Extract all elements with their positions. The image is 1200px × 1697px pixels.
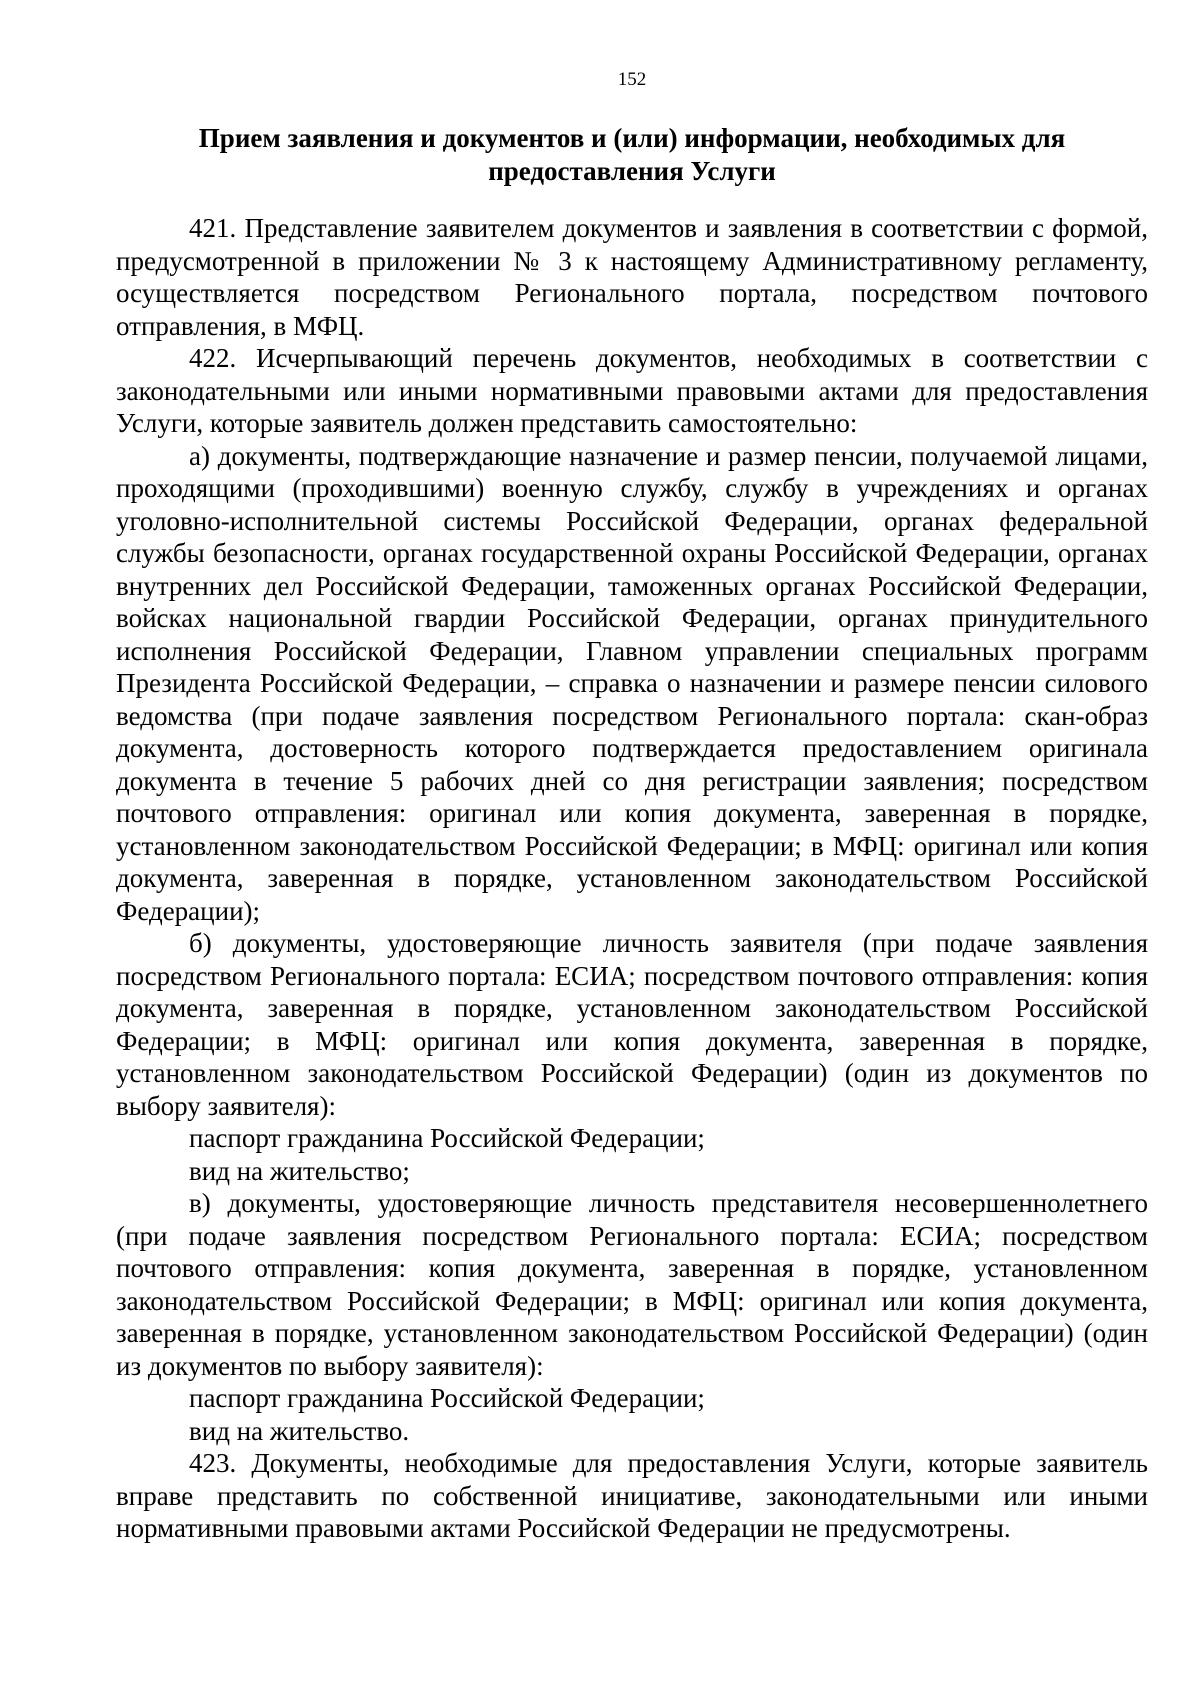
list-item-v: в) документы, удостоверяющие личность представителя несовершеннолетнего (при подаче заявления посредством Регионального портала: ЕСИА; посредством почтового отправления: копия документа, заверенная в порядке, установленном законодательством Российской Федерации; в МФЦ: оригинал или копия документа, заверенная в порядке, установленном законодательством Российской Федерации) (один из документов по выбору заявителя): (116, 1188, 1148, 1381)
document-option-residence-permit: вид на жительство; (189, 1155, 410, 1186)
list-item-a: а) документы, подтверждающие назначение и размер пенсии, получаемой лицами, проходящими (проходившими) военную службу, службу в учреждениях и органах уголовно-исполнительной системы Российской Федерации, органах федеральной службы безопасности, органах государственной охраны Российской Федерации, органах внутренних дел Российской Федерации, таможенных органах Российской Федерации, войсках национальной гвардии Российской Федерации, органах принудительного исполнения Российской Федерации, Главном управлении специальных программ Президента Российской Федерации, – справка о назначении и размере пенсии силового ведомства (при подаче заявления посредством Регионального портала: скан-образ документа, достоверность которого подтверждается предоставлением оригинала документа в течение 5 рабочих дней со дня регистрации заявления; посредством почтового отправления: оригинал или копия документа, заверенная в порядке, установленном законодательством Российской Федерации; в МФЦ: оригинал или копия документа, заверенная в порядке, установленном законодательством Российской Федерации); (116, 440, 1148, 926)
section-heading: Прием заявления и документов и (или) информации, необходимых для предоставления Услуги (198, 123, 1066, 186)
paragraph-422: 422. Исчерпывающий перечень документов, необходимых в соответствии с законодательными или иными нормативными правовыми актами для предоставления Услуги, которые заявитель должен представить самостоятельно: (116, 343, 1148, 438)
document-body (116, 212, 1148, 1545)
page-number: 152 (617, 69, 647, 90)
paragraph-423: 423. Документы, необходимые для предоставления Услуги, которые заявитель вправе представить по собственной инициативе, законодательными или иными нормативными правовыми актами Российской Федерации не предусмотрены. (116, 1448, 1148, 1543)
document-option-passport-representative: паспорт гражданина Российской Федерации; (189, 1383, 705, 1413)
document-option-passport: паспорт гражданина Российской Федерации; (189, 1123, 705, 1153)
list-item-b: б) документы, удостоверяющие личность заявителя (при подаче заявления посредством Регионального портала: ЕСИА; посредством почтового отправления: копия документа, заверенная в порядке, установленном законодательством Российской Федерации; в МФЦ: оригинал или копия документа, заверенная в порядке, установленном законодательством Российской Федерации) (один из документов по выбору заявителя): (116, 928, 1148, 1121)
document-option-residence-permit-representative: вид на жительство. (189, 1415, 410, 1446)
paragraph-421: 421. Представление заявителем документов и заявления в соответствии с формой, предусмотренной в приложении № 3 к настоящему Административному регламенту, осуществляется посредством Регионального портала, посредством почтового отправления, в МФЦ. (116, 213, 1148, 341)
